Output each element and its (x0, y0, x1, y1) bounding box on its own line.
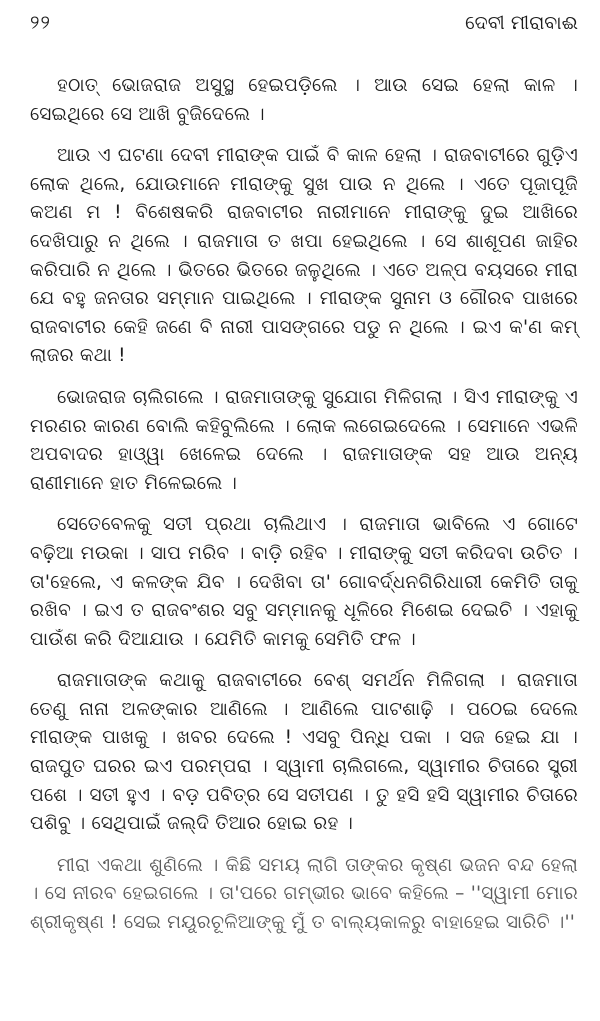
paragraph: ହଠାତ୍ ଭୋଜରାଜ ଅସୁସ୍ଥ ହେଇପଡ଼ିଲେ । ଆଉ ସେଇ ହେଲା କାଳ । ସେଇଥିରେ ସେ ଆଖି ବୁଜିଦେଲେ । (30, 75, 578, 125)
paragraph: ଭୋଜରାଜ ଚାଲିଗଲେ । ରାଜମାତାଙ୍କୁ ସୁଯୋଗ ମିଳିଗଲା । ସିଏ ମୀରାଙ୍କୁ ଏ ମରଣର କାରଣ ବୋଲି କହିବୁଲିଲେ । ଲୋକ ଲଗେଇଦେଲେ । ସେମାନେ ଏଭଳି ଅପବାଦର ହାଓ୍ୱା ଖେଳେଇ ଦେଲେ । ରାଜମାତାଙ୍କ ସହ ଆଉ ଅନ୍ୟ ରାଣୀମାନେ ହାତ ମିଳେଇଲେ । (30, 386, 578, 494)
page-number: ୨୨ (30, 12, 51, 34)
paragraph: ସେତେବେଳକୁ ସତୀ ପ୍ରଥା ଚାଲିଥାଏ । ରାଜମାତା ଭାବିଲେ ଏ ଗୋଟେ ବଢ଼ିଆ ମଉକା । ସାପ ମରିବ । ବାଡ଼ି ରହିବ । ମୀରାଙ୍କୁ ସତୀ କରିଦବା ଉଚିତ । ତା'ହେଲେ, ଏ କଳଙ୍କ ଯିବ । ଦେଖିବା ତା' ଗୋବର୍ଦ୍ଧନଗିରିଧାରୀ କେମିତି ତାକୁ ରଖିବ । ଇଏ ତ ରାଜବଂଶର ସବୁ ସମ୍ମାନକୁ ଧୂଳିରେ ମିଶେଇ ଦେଇଚି । ଏହାକୁ ପାଉଁଶ କରି ଦିଆଯାଉ । ଯେମିତି କାମକୁ ସେମିତି ଫଳ । (30, 514, 578, 650)
body-text (30, 72, 578, 938)
running-title: ଦେବୀ ମୀରାବାଈ (465, 12, 578, 34)
paragraph: ଆଉ ଏ ଘଟଣା ଦେବୀ ମୀରାଙ୍କ ପାଇଁ ବି କାଳ ହେଲା । ରାଜବାଟୀରେ ଗୁଡ଼ିଏ ଲୋକ ଥିଲେ, ଯୋଉମାନେ ମୀରାଙ୍କୁ ସୁଖ ପାଉ ନ ଥିଲେ । ଏତେ ପୂଜାପୂଜି କଅଣ ମ ! ବିଶେଷକରି ରାଜବାଟୀର ନାରୀମାନେ ମୀରାଙ୍କୁ ଦୁଇ ଆଖିରେ ଦେଖିପାରୁ ନ ଥିଲେ । ରାଜମାତା ତ ଖପା ହେଇଥିଲେ । ସେ ଶାଶୂପଣ ଜାହିର କରିପାରି ନ ଥିଲେ । ଭିତରେ ଭିତରେ ଜଳୁଥିଲେ । ଏତେ ଅଳ୍ପ ବୟସରେ ମୀରା ଯେ ବହୁ ଜନତାର ସମ୍ମାନ ପାଇଥିଲେ । ମୀରାଙ୍କ ସୁନାମ ଓ ଗୌରବ ପାଖରେ ରାଜବାଟୀର କେହି ଜଣେ ବି ନାରୀ ପାସଙ୍ଗରେ ପଡୁ ନ ଥିଲେ । ଇଏ କ'ଣ କମ୍ ଲାଜର କଥା ! (30, 145, 578, 367)
paragraph: ରାଜମାତାଙ୍କ କଥାକୁ ରାଜବାଟୀରେ ବେଶ୍ ସମର୍ଥନ ମିଳିଗଲା । ରାଜମାତା ତେଣୁ ନାନା ଅଳଙ୍କାର ଆଣିଲେ । ଆଣିଲେ ପାଟଶାଢ଼ି । ପଠେଇ ଦେଲେ ମୀରାଙ୍କ ପାଖକୁ । ଖବର ଦେଲେ ! ଏସବୁ ପିନ୍ଧି ପକା । ସଜ ହେଇ ଯା । ରାଜପୁତ ଘରର ଇଏ ପରମ୍ପରା । ସ୍ୱାମୀ ଚାଲିଗଲେ, ସ୍ୱାମୀର ଚିତାରେ ସ୍ତ୍ରୀ ପଶେ । ସତୀ ହୁଏ । ବଡ଼ ପବିତ୍ର ସେ ସତୀପଣ । ତୁ ହସି ହସି ସ୍ୱାମୀର ଚିତାରେ ପଶିବୁ । ସେଥିପାଇଁ ଜଲ୍‌ଦି ତିଆର ହୋଇ ରହ । (30, 670, 578, 835)
paragraph: ମୀରା ଏକଥା ଶୁଣିଲେ । କିଛି ସମୟ ଲାଗି ତାଙ୍କର କୃଷ୍ଣ ଭଜନ ବନ୍ଦ ହେଲା । ସେ ନୀରବ ହେଇଗଲେ । ତା'ପରେ ଗମ୍ଭୀର ଭାବେ କହିଲେ – ''ସ୍ୱାମୀ ମୋର ଶ୍ରୀକୃଷ୍ଣ ! ସେଇ ମୟୂରଚୂଳିଆଙ୍କୁ ମୁଁ ତ ବାଲ୍ୟକାଳରୁ ବାହାହେଇ ସାରିଚି ।'' (30, 854, 578, 934)
page-header (30, 12, 578, 42)
